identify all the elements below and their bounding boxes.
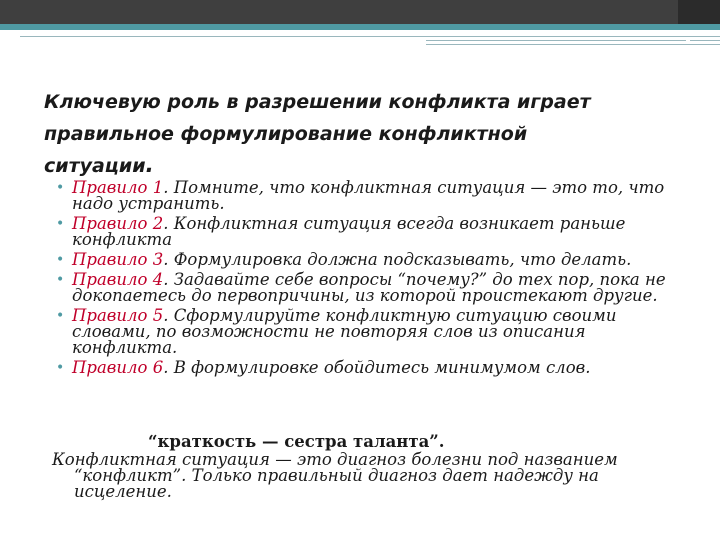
rule-head: Правило 3 xyxy=(72,250,164,269)
top-bar-corner xyxy=(678,0,720,24)
rule-text: . Формулировка должна подсказывать, что делать. xyxy=(163,250,632,269)
rule-text: . Сформулируйте конфликтную ситуацию своими словами, по возможности не повторяя слов из описания конфликта. xyxy=(72,306,617,357)
rule-head: Правило 5 xyxy=(72,306,164,325)
rule-head: Правило 1 xyxy=(72,178,164,197)
title-line-2: правильное формулирование конфликтной xyxy=(44,123,528,145)
rule-text: . Конфликтная ситуация всегда возникает раньше конфликта xyxy=(72,214,626,249)
conclusion-text: Конфликтная ситуация — это диагноз болезни под названием “конфликт”. Только правильный диагноз дает надежду на исцеление. xyxy=(52,450,618,501)
rules-list xyxy=(52,180,692,380)
rule-item-1 xyxy=(52,180,692,212)
slide-title xyxy=(44,86,684,182)
bullet-icon: • xyxy=(56,252,65,268)
rule-item-2 xyxy=(52,216,692,248)
bullet-icon: • xyxy=(56,216,65,232)
rule-item-5 xyxy=(52,308,692,356)
bullet-icon: • xyxy=(56,308,65,324)
rule-text: . В формулировке обойдитесь минимумом слов. xyxy=(163,358,591,377)
rule-text: . Помните, что конфликтная ситуация — это то, что надо устранить. xyxy=(72,178,665,213)
rule-head: Правило 2 xyxy=(72,214,164,233)
decorative-lines xyxy=(0,36,720,50)
rule-item-4 xyxy=(52,272,692,304)
rule-head: Правило 4 xyxy=(72,270,164,289)
rule-item-3 xyxy=(52,252,692,268)
title-line-1: Ключевую роль в разрешении конфликта играет xyxy=(44,91,591,113)
top-bar xyxy=(0,0,720,24)
title-line-3: ситуации. xyxy=(44,153,154,178)
rule-text: . Задавайте себе вопросы “почему?” до тех пор, пока не докопаетесь до первопричины, из которой проистекают другие. xyxy=(72,270,666,305)
accent-stripe xyxy=(0,24,720,30)
bullet-icon: • xyxy=(56,272,65,288)
rule-item-6 xyxy=(52,360,692,376)
bullet-icon: • xyxy=(56,180,65,196)
rule-head: Правило 6 xyxy=(72,358,164,377)
bullet-icon: • xyxy=(56,360,65,376)
quote-line: “краткость — сестра таланта”. xyxy=(148,432,445,451)
